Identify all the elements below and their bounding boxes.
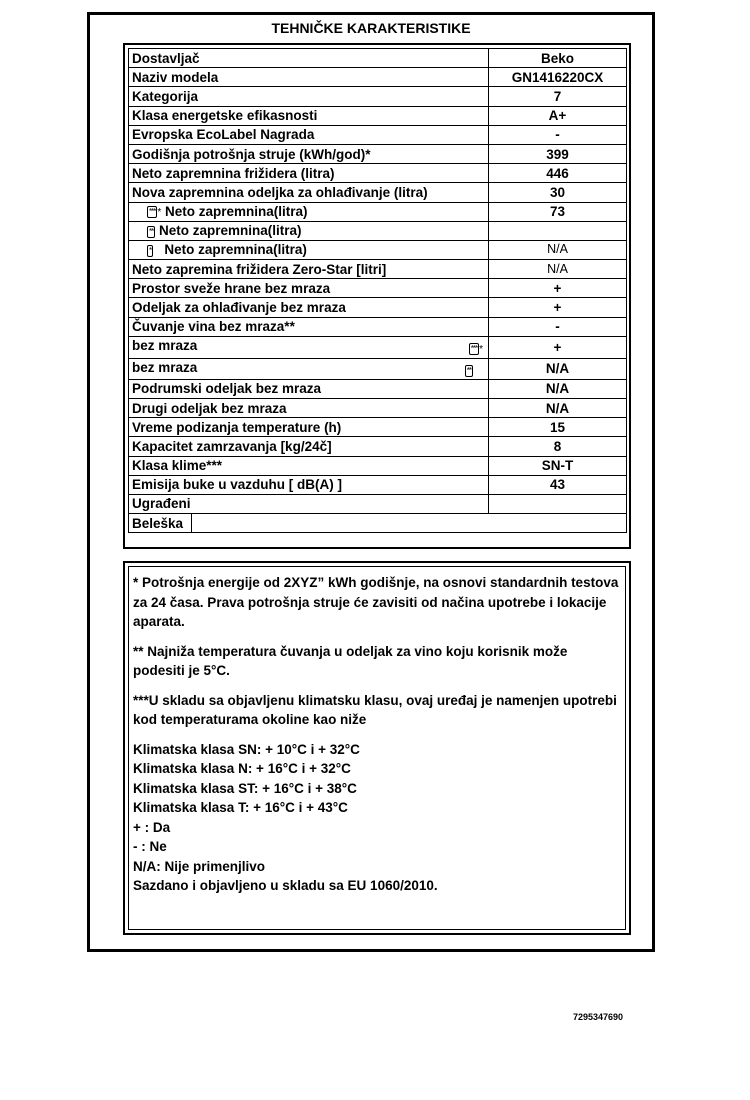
row-label: Klasa energetske efikasnosti <box>129 106 489 125</box>
star-icon: * <box>479 343 483 355</box>
row-value: 15 <box>489 418 627 437</box>
row-label-with-icon <box>129 336 489 358</box>
row-label: Neto zapremnina(litra) <box>164 242 307 258</box>
footnote-energy: * Potrošnja energije od 2XYZ” kWh godišnje, na osnovi standardnih testova za 24 časa. Prava potrošnja struje će zavisiti od načina upotrebe i lokacije aparata. <box>133 575 619 629</box>
row-label: Neto zapremnina(litra) <box>159 223 302 239</box>
row-label: Beleška <box>132 515 184 531</box>
row-label: Kapacitet zamrzavanja [kg/24č] <box>129 437 489 456</box>
table-row <box>129 418 627 437</box>
climate-class-line: Klimatska klasa ST: + 16°C i + 38°C <box>133 780 357 796</box>
row-value: + <box>489 336 627 358</box>
table-row <box>129 398 627 417</box>
footnotes-frame <box>123 561 631 935</box>
spec-table <box>128 48 627 533</box>
regulation-footer: Sazdano i objavljeno u skladu sa EU 1060/2010. <box>133 878 438 893</box>
row-value: 446 <box>489 164 627 183</box>
document-code: 7295347690 <box>573 1012 624 1022</box>
row-label: Podrumski odeljak bez mraza <box>129 379 489 398</box>
climate-class-line: Klimatska klasa T: + 16°C i + 43°C <box>133 800 348 815</box>
row-label: Evropska EcoLabel Nagrada <box>129 125 489 144</box>
row-label: Dostavljač <box>129 49 489 68</box>
row-label: Neto zapremnina(litra) <box>165 203 308 219</box>
table-row <box>129 317 627 336</box>
row-value: N/A <box>489 379 627 398</box>
table-row <box>129 336 627 358</box>
climate-class-line: Klimatska klasa SN: + 10°C i + 32°C <box>133 741 360 757</box>
two-star-freezer-icon: ** <box>466 366 471 376</box>
row-value: 8 <box>489 437 627 456</box>
row-value: - <box>489 317 627 336</box>
table-row <box>129 298 627 317</box>
row-label: bez mraza <box>132 359 198 375</box>
row-label-with-icon <box>129 358 489 379</box>
table-row <box>129 240 627 259</box>
sheet-title: TEHNIČKE KARAKTERISTIKE <box>271 20 471 36</box>
climate-class-line: Klimatska klasa N: + 16°C i + 32°C <box>133 761 351 776</box>
spec-sheet-frame <box>87 12 655 952</box>
two-star-freezer-icon: ** <box>149 226 154 236</box>
row-label: Prostor sveže hrane bez mraza <box>129 279 489 298</box>
row-value: 7 <box>489 87 627 106</box>
table-row <box>129 456 627 475</box>
row-value: 399 <box>489 144 627 163</box>
table-row <box>129 87 627 106</box>
spec-table-frame <box>123 43 631 549</box>
table-row <box>129 144 627 163</box>
table-row <box>129 125 627 144</box>
row-value: A+ <box>489 106 627 125</box>
row-label: Neto zapremnina frižidera (litra) <box>129 164 489 183</box>
row-value: N/A <box>489 358 627 379</box>
row-label: Klasa klime*** <box>129 456 489 475</box>
footnotes-panel <box>128 566 626 930</box>
row-value <box>489 221 627 240</box>
row-value: - <box>489 125 627 144</box>
row-label: Emisija buke u vazduhu [ dB(A) ] <box>129 475 489 494</box>
three-star-freezer-icon: *** <box>149 207 156 217</box>
row-label: Godišnja potrošnja struje (kWh/god)* <box>129 144 489 163</box>
table-row <box>129 358 627 379</box>
row-label: bez mraza <box>132 337 198 353</box>
three-star-icon-group <box>469 340 483 358</box>
table-row <box>129 164 627 183</box>
table-row <box>129 183 627 202</box>
row-value: 73 <box>489 202 627 221</box>
row-label-with-icon <box>129 202 489 221</box>
row-label: Ugrađeni <box>129 494 489 513</box>
row-label: Kategorija <box>129 87 489 106</box>
two-star-icon-group <box>465 362 473 379</box>
row-label: Neto zapremina frižidera Zero-Star [litri] <box>129 260 489 279</box>
row-label: Nova zapremnina odeljka za ohlađivanje (litra) <box>129 183 489 202</box>
table-row <box>129 221 627 240</box>
row-value: + <box>489 279 627 298</box>
table-row <box>129 260 627 279</box>
row-value: GN1416220CX <box>489 68 627 87</box>
row-label-with-icon <box>129 240 489 259</box>
table-row <box>129 279 627 298</box>
table-row <box>129 379 627 398</box>
row-value: N/A <box>489 260 627 279</box>
row-value: SN-T <box>489 456 627 475</box>
legend-no: - : Ne <box>133 839 167 854</box>
row-value: N/A <box>489 240 627 259</box>
table-row <box>129 475 627 494</box>
table-row <box>129 68 627 87</box>
row-label: Drugi odeljak bez mraza <box>129 398 489 417</box>
star-icon: * <box>157 206 162 218</box>
table-row <box>129 437 627 456</box>
one-star-freezer-icon: * <box>149 245 152 255</box>
row-value: 30 <box>489 183 627 202</box>
three-star-freezer-icon: *** <box>470 344 478 354</box>
row-value: 43 <box>489 475 627 494</box>
note-divider <box>191 514 192 532</box>
table-row <box>129 202 627 221</box>
row-value: N/A <box>489 398 627 417</box>
table-row <box>129 494 627 513</box>
footnote-wine: ** Najniža temperatura čuvanja u odeljak za vino koju korisnik može podesiti je 5°C. <box>133 643 568 678</box>
row-label: Naziv modela <box>129 68 489 87</box>
row-value: + <box>489 298 627 317</box>
legend-yes: + : Da <box>133 819 171 835</box>
row-label: Odeljak za ohlađivanje bez mraza <box>129 298 489 317</box>
row-label: Vreme podizanja temperature (h) <box>129 418 489 437</box>
footnote-climate: ***U skladu sa objavljenu klimatsku klasu, ovaj uređaj je namenjen upotrebi kod temperaturama okoline kao niže <box>133 692 617 727</box>
row-value <box>489 494 627 513</box>
table-row-note <box>129 514 627 533</box>
note-cell <box>129 514 627 533</box>
table-row <box>129 106 627 125</box>
table-row <box>129 49 627 68</box>
row-label-with-icon <box>129 221 489 240</box>
row-value: Beko <box>489 49 627 68</box>
row-label: Čuvanje vina bez mraza** <box>129 317 489 336</box>
legend-na: N/A: Nije primenjlivo <box>133 858 266 874</box>
